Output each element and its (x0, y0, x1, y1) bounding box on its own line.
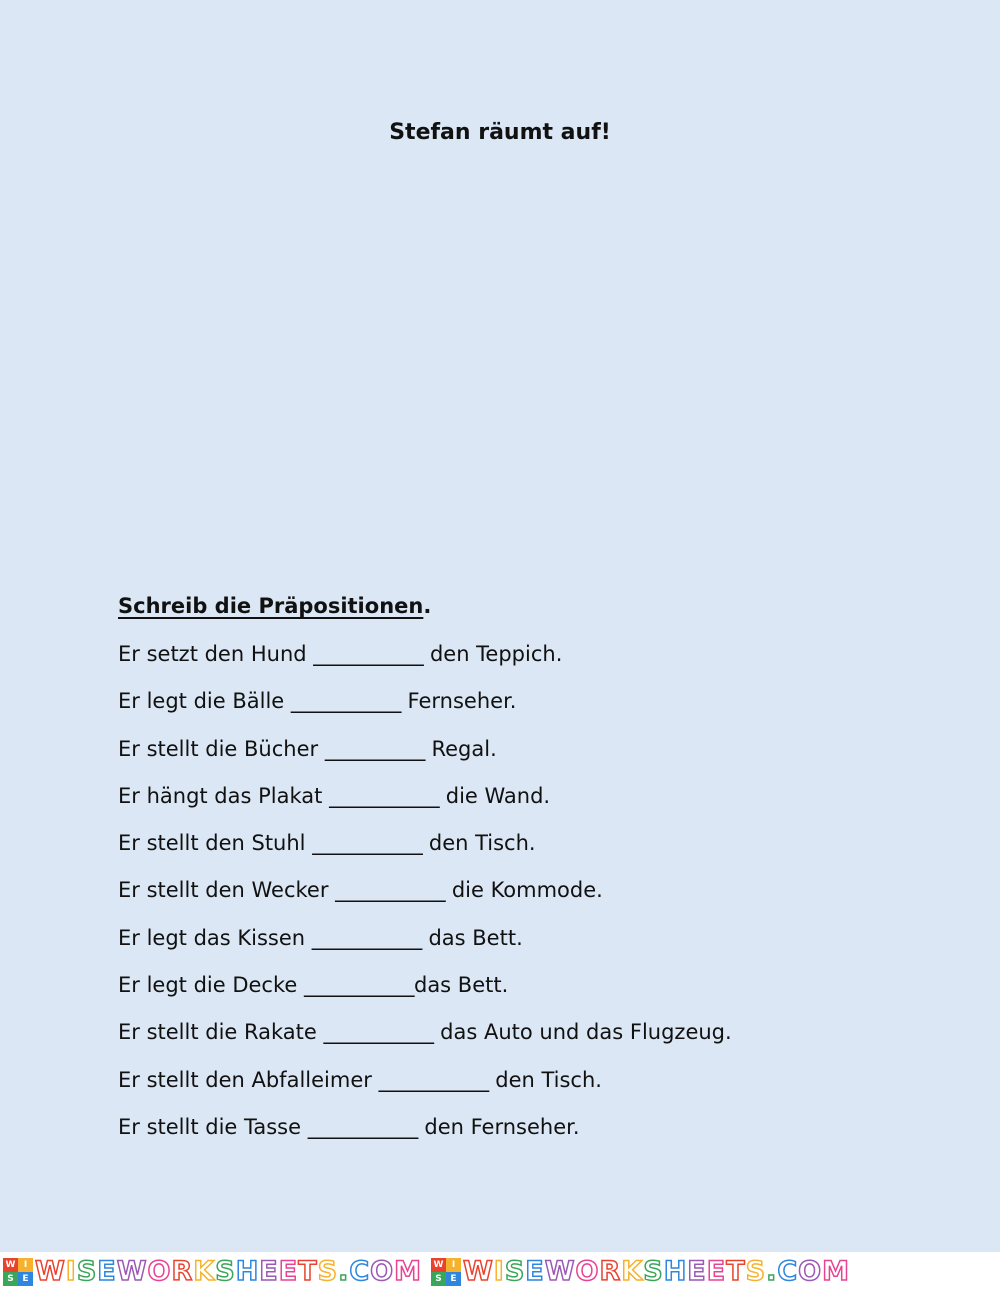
sentence-row (118, 876, 732, 923)
watermark-letter: S (745, 1256, 767, 1287)
watermark-letter: . (338, 1256, 350, 1287)
watermark-letter: K (193, 1256, 216, 1287)
watermark-letter: T (726, 1256, 746, 1287)
watermark-letter: K (621, 1256, 644, 1287)
sentence-after: die Wand. (439, 783, 551, 808)
logo-letter: I (18, 1258, 33, 1272)
watermark-letter: W (544, 1256, 576, 1287)
sentence-before: Er stellt den Wecker (118, 878, 336, 903)
watermark-letter: R (599, 1256, 622, 1287)
sentence-row (118, 924, 732, 971)
sentence-after: den Teppich. (423, 642, 563, 666)
sentence-before: Er stellt die Tasse (118, 1114, 308, 1139)
watermark-letter: S (317, 1256, 339, 1287)
watermark-letter: E (525, 1256, 545, 1287)
answer-blank[interactable]: ___________ (290, 689, 401, 714)
sentence-after: Fernseher. (400, 689, 517, 714)
sentence-after: den Tisch. (422, 831, 536, 856)
watermark-letter: S (643, 1256, 664, 1287)
sentence-row (118, 782, 732, 829)
watermark-letter: S (76, 1256, 98, 1287)
answer-blank[interactable]: ___________ (312, 831, 423, 856)
watermark-letter: H (235, 1256, 260, 1287)
answer-blank[interactable]: ___________ (329, 783, 440, 808)
watermark-footer (0, 1252, 1000, 1291)
sentence-before: Er stellt die Rakate (118, 1020, 324, 1045)
sentence-row (118, 829, 732, 876)
worksheet-title: Stefan räumt auf! (389, 120, 611, 145)
watermark-letter: I (493, 1256, 505, 1287)
watermark-letter: R (171, 1256, 194, 1287)
answer-blank[interactable]: ___________ (323, 1020, 434, 1045)
sentence-before: Er legt das Kissen (118, 925, 312, 950)
watermark-letter: H (663, 1256, 688, 1287)
watermark-letter: E (687, 1256, 707, 1287)
sentence-after: das Bett. (413, 973, 509, 998)
logo-letter: W (431, 1258, 446, 1272)
logo-letter: E (18, 1272, 33, 1286)
watermark-letter: T (298, 1256, 318, 1287)
sentence-before: Er stellt den Stuhl (118, 831, 313, 856)
sentence-after: das Bett. (421, 925, 523, 950)
answer-blank[interactable]: ___________ (307, 1114, 418, 1139)
watermark-letter: E (706, 1256, 727, 1287)
sentence-after: den Tisch. (488, 1067, 602, 1092)
watermark-letter: C (349, 1256, 371, 1287)
sentence-row (118, 1018, 732, 1065)
sentence-before: Er setzt den Hund (118, 642, 314, 666)
sentence-row (118, 1113, 732, 1160)
sentence-after: das Auto und das Flugzeug. (433, 1020, 732, 1045)
answer-blank[interactable]: ___________ (335, 878, 446, 903)
wiseworksheets-logo-icon (3, 1258, 33, 1286)
watermark-letter: M (394, 1256, 422, 1287)
watermark-letter: W (35, 1256, 66, 1287)
answer-blank[interactable]: ___________ (311, 925, 422, 950)
sentence-before: Er hängt das Plakat (118, 783, 330, 808)
answer-blank[interactable]: ___________ (313, 642, 424, 666)
watermark-letter: M (822, 1256, 850, 1287)
exercise-heading-punct: . (423, 594, 432, 618)
logo-letter: W (3, 1258, 18, 1272)
watermark-letter: O (575, 1256, 600, 1287)
sentence-row (118, 687, 732, 734)
sentence-row (118, 971, 732, 1018)
sentence-before: Er stellt die Bücher (118, 736, 325, 761)
watermark-letter: O (370, 1256, 395, 1287)
logo-letter: S (431, 1272, 446, 1286)
sentence-before: Er stellt den Abfalleimer (118, 1067, 379, 1092)
watermark-letter: C (777, 1256, 799, 1287)
exercise-heading (118, 592, 732, 620)
watermark-letter: . (766, 1256, 778, 1287)
watermark-letter: W (116, 1256, 148, 1287)
watermark-text (463, 1256, 850, 1287)
sentence-after: Regal. (424, 736, 497, 761)
answer-blank[interactable]: ___________ (303, 973, 414, 998)
logo-letter: S (3, 1272, 18, 1286)
watermark-letter: S (504, 1256, 526, 1287)
wiseworksheets-logo-icon (431, 1258, 461, 1286)
logo-letter: I (446, 1258, 461, 1272)
watermark-letter: O (147, 1256, 172, 1287)
watermark-letter: E (278, 1256, 299, 1287)
answer-blank[interactable]: ___________ (378, 1067, 489, 1092)
watermark-letter: O (798, 1256, 823, 1287)
sentence-row (118, 640, 732, 687)
exercise-section (118, 592, 732, 1160)
sentence-before: Er legt die Bälle (118, 689, 291, 714)
watermark-brand (0, 1256, 422, 1287)
watermark-text (35, 1256, 422, 1287)
sentence-row (118, 735, 732, 782)
watermark-letter: W (463, 1256, 494, 1287)
watermark-letter: E (97, 1256, 117, 1287)
sentence-row (118, 1066, 732, 1113)
sentence-after: die Kommode. (445, 878, 603, 903)
watermark-letter: I (65, 1256, 77, 1287)
logo-letter: E (446, 1272, 461, 1286)
watermark-letter: E (259, 1256, 279, 1287)
sentence-after: den Fernseher. (417, 1114, 580, 1139)
watermark-brand (428, 1256, 850, 1287)
exercise-heading-text: Schreib die Präpositionen (118, 594, 424, 618)
watermark-letter: S (215, 1256, 236, 1287)
answer-blank[interactable]: __________ (324, 736, 425, 761)
sentence-before: Er legt die Decke (118, 973, 304, 998)
